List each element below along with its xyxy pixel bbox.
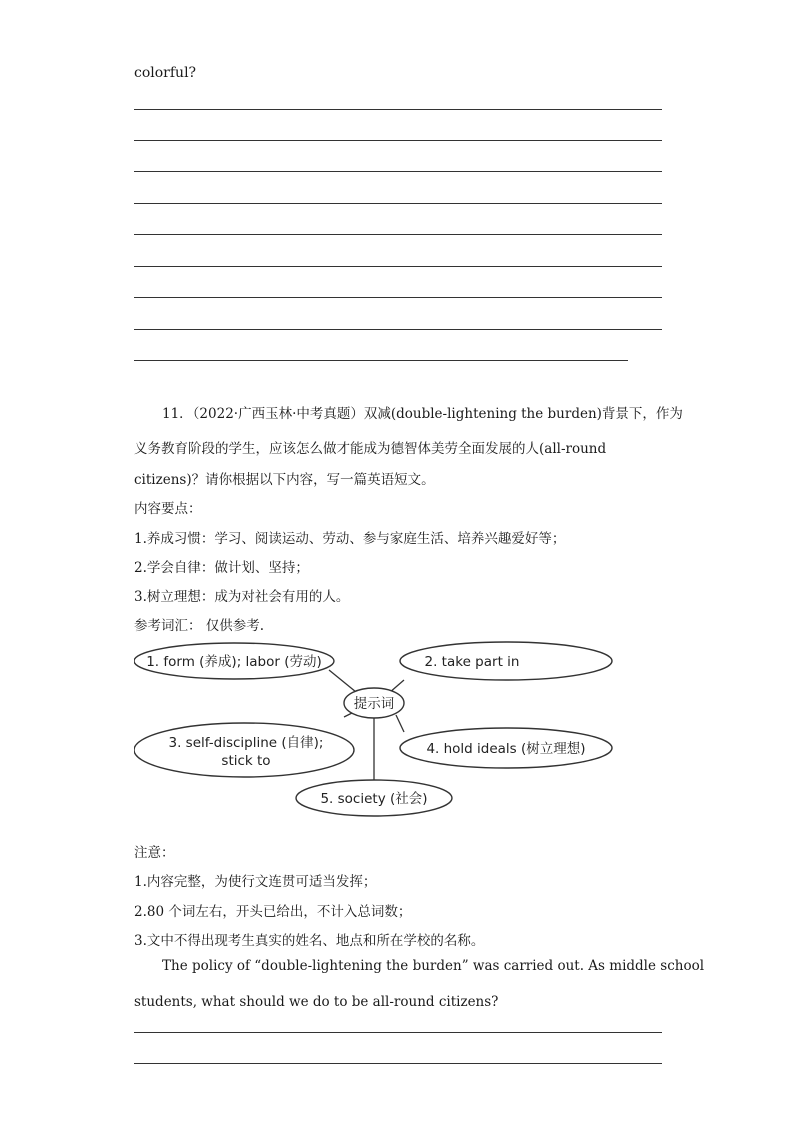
node-label-line2: stick to	[221, 753, 271, 769]
mind-map-node-4	[400, 728, 612, 768]
answer-line	[134, 171, 662, 172]
note-item: 1.内容完整，为使行文连贯可适当发挥；	[134, 874, 377, 890]
note-item: 2.80 个词左右，开头已给出，不计入总词数；	[134, 904, 412, 920]
mind-map-center	[344, 688, 404, 718]
node-label: 2. take part in	[424, 654, 520, 670]
node-label: 1. form (养成); labor (劳动)	[146, 654, 322, 670]
points-heading: 内容要点：	[134, 501, 202, 517]
answer-line	[134, 297, 662, 298]
answer-line	[134, 109, 662, 110]
vocab-heading: 参考词汇： 仅供参考.	[134, 618, 265, 634]
question-title-line: 11．（2022·广西玉林·中考真题）双减(double-lightening the burden)背景下，作为	[162, 406, 683, 422]
connector-line	[329, 670, 356, 692]
node-label-line1: 3. self-discipline (自律);	[168, 735, 324, 751]
previous-question-fragment: colorful?	[134, 65, 197, 81]
node-label: 4. hold ideals (树立理想)	[426, 741, 586, 757]
answer-line	[134, 266, 662, 267]
answer-line	[134, 1032, 662, 1033]
content-point: 1.养成习惯：学习、阅读运动、劳动、参与家庭生活、培养兴趣爱好等；	[134, 531, 566, 547]
content-point: 3.树立理想：成为对社会有用的人。	[134, 589, 350, 605]
vocabulary-mind-map	[134, 640, 614, 820]
answer-line	[134, 329, 662, 330]
mind-map-node-5	[296, 780, 452, 816]
center-label: 提示词	[353, 696, 395, 712]
mind-map-node-2	[400, 642, 612, 680]
answer-line	[134, 203, 662, 204]
connector-line	[396, 715, 404, 732]
answer-line	[134, 140, 662, 141]
content-point: 2.学会自律：做计划、坚持；	[134, 560, 309, 576]
answer-line-last	[134, 360, 628, 361]
mind-map-node-3	[134, 723, 354, 777]
opening-line: students, what should we do to be all-round citizens?	[134, 994, 499, 1010]
opening-line: The policy of “double-lightening the burden” was carried out. As middle school	[162, 958, 705, 974]
answer-line	[134, 1063, 662, 1064]
question-text-line: citizens)？请你根据以下内容，写一篇英语短文。	[134, 472, 435, 488]
notes-heading: 注意：	[134, 845, 175, 861]
note-item: 3.文中不得出现考生真实的姓名、地点和所在学校的名称。	[134, 933, 485, 949]
node-label: 5. society (社会)	[320, 791, 428, 807]
mind-map-node-1	[134, 643, 334, 679]
question-text-line: 义务教育阶段的学生，应该怎么做才能成为德智体美劳全面发展的人(all-round	[134, 441, 607, 457]
answer-line	[134, 234, 662, 235]
